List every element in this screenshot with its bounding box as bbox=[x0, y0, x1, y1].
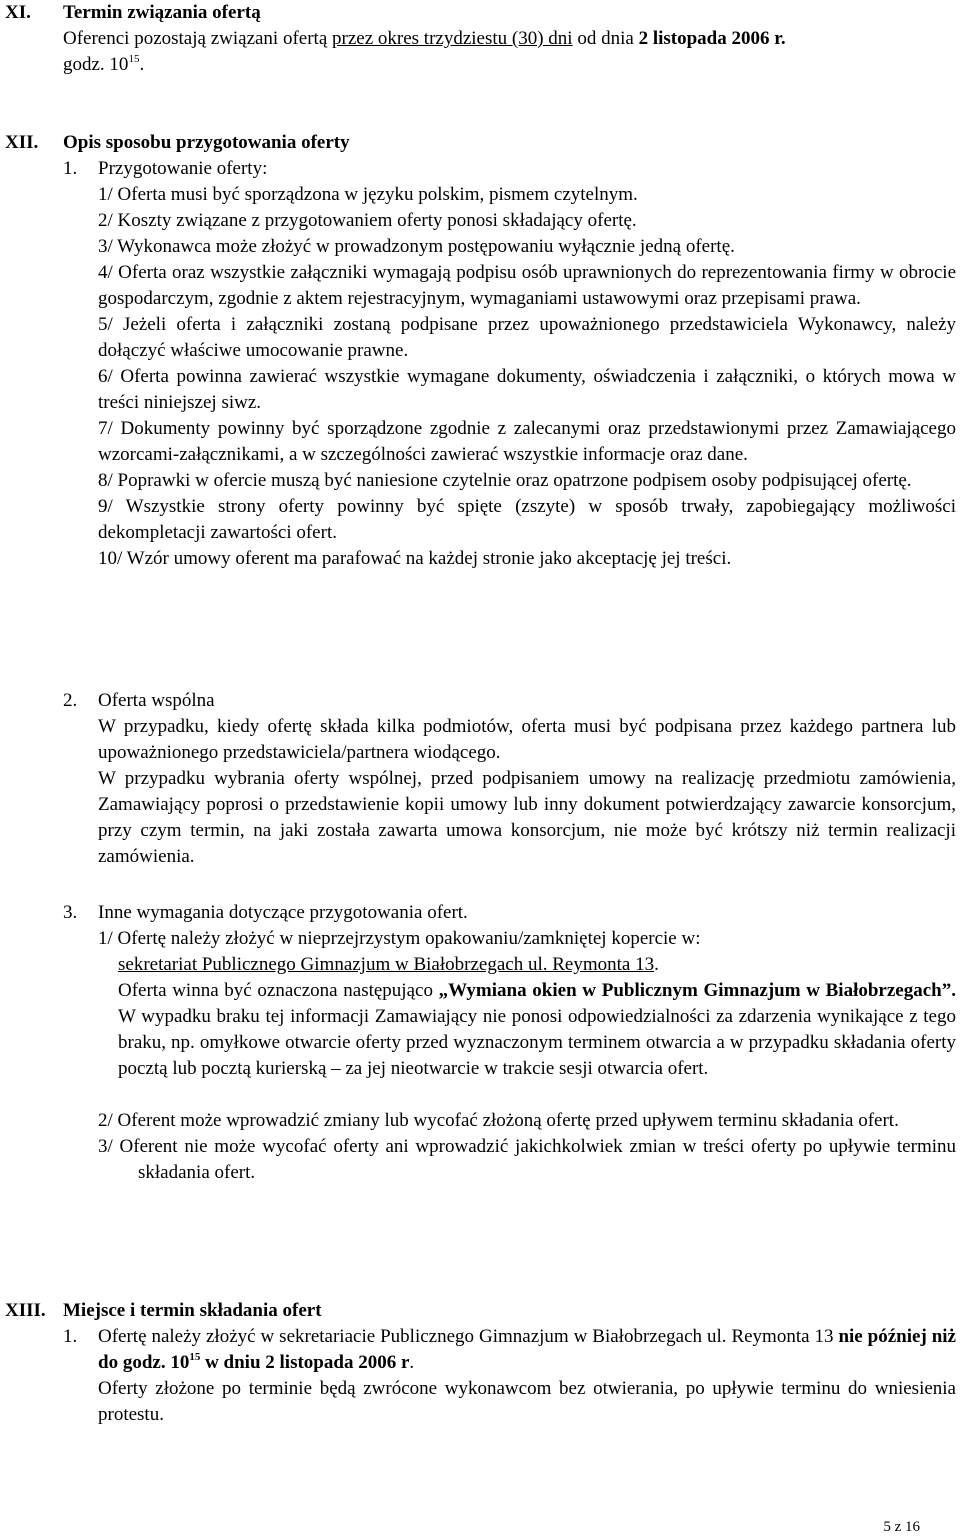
text-run: Oferenci pozostają związani ofertą bbox=[63, 28, 333, 49]
list-item: 4/ Oferta oraz wszystkie załączniki wymagają podpisu osób uprawnionych do reprezentowania firmy w obrocie gospodarczym, zgodnie z aktem rejestracyjnym, wymaganiami ustawowymi oraz przepisami prawa. bbox=[98, 262, 956, 309]
list-item: 1/ Oferta musi być sporządzona w języku polskim, pismem czytelnym. bbox=[98, 184, 638, 205]
paragraph: W przypadku wybrania oferty wspólnej, przed podpisaniem umowy na realizację przedmiotu zamówienia, Zamawiający poprosi o przedstawienie kopii umowy lub inny dokument potwierdzający zawarcie konsorcjum, przy czym termin, na jaki została zawarta umowa konsorcjum, nie może być krótszy niż termin realizacji zamówienia. bbox=[98, 768, 956, 867]
binding-period-text bbox=[63, 26, 943, 52]
section-title: Termin związania ofertą bbox=[63, 2, 261, 23]
text-run: . bbox=[139, 54, 145, 75]
subsection-1-number: 1. bbox=[63, 158, 78, 179]
superscript: 15 bbox=[189, 1351, 201, 1363]
text-run: . bbox=[654, 954, 659, 975]
list-item: 5/ Jeżeli oferta i załączniki zostaną podpisane przez upoważnionego przedstawiciela Wykonawcy, należy dołączyć właściwe umocowanie prawne. bbox=[98, 314, 956, 361]
paragraph: Oferty złożone po terminie będą zwrócone wykonawcom bez otwierania, po upływie terminu do wniesienia protestu. bbox=[98, 1378, 956, 1425]
binding-time-text bbox=[63, 52, 943, 78]
bold-deadline: nie później niż do godz. 10 bbox=[98, 1326, 956, 1373]
list-item: 3/ Wykonawca może złożyć w prowadzonym postępowaniu wyłącznie jedną ofertę. bbox=[98, 236, 735, 257]
section-xi-body bbox=[63, 26, 943, 78]
xiii-item-1-body bbox=[98, 1324, 956, 1428]
subsection-3-number: 3. bbox=[63, 902, 78, 923]
section-number: XII. bbox=[5, 132, 39, 153]
section-title: Opis sposobu przygotowania oferty bbox=[63, 132, 350, 153]
section-xi-heading bbox=[5, 0, 261, 26]
address-line bbox=[118, 952, 956, 978]
list-item: 3/ Oferent nie może wycofać oferty ani wprowadzić jakichkolwiek zmian w treści oferty po upływie terminu składania ofert. bbox=[98, 1136, 956, 1183]
bold-marking: „Wymiana okien w Publicznym Gimnazjum w Białobrzegach”. bbox=[438, 980, 956, 1001]
xiii-item-1-number: 1. bbox=[63, 1326, 78, 1347]
list-item: 10/ Wzór umowy oferent ma parafować na każdej stronie jako akceptację jej treści. bbox=[98, 548, 732, 569]
list-item: 2/ Koszty związane z przygotowaniem oferty ponosi składający ofertę. bbox=[98, 210, 637, 231]
list-item: 2/ Oferent może wprowadzić zmiany lub wycofać złożoną ofertę przed upływem terminu składania ofert. bbox=[98, 1110, 899, 1131]
text-run: Ofertę należy złożyć w sekretariacie Publicznego Gimnazjum w Białobrzegach ul. Reymonta 13 bbox=[98, 1326, 839, 1347]
text-run: od dnia bbox=[572, 28, 639, 49]
page-number: 5 z 16 bbox=[883, 1519, 920, 1535]
marking-paragraph bbox=[118, 978, 956, 1082]
section-xii-heading bbox=[5, 130, 350, 156]
text-run: Oferta winna być oznaczona następująco bbox=[118, 980, 439, 1001]
section-number: XI. bbox=[5, 2, 31, 23]
list-item: 1/ Ofertę należy złożyć w nieprzejrzystym opakowaniu/zamkniętej kopercie w: bbox=[98, 928, 701, 949]
subsection-2-number: 2. bbox=[63, 690, 78, 711]
superscript: 15 bbox=[128, 53, 140, 65]
list-item: 7/ Dokumenty powinny być sporządzone zgodnie z zalecanymi oraz przedstawionymi przez Zamawiającego wzorcami-załącznikami, a w szczególności zawierać wszystkie informacje oraz dane. bbox=[98, 418, 956, 465]
section-xiii-heading bbox=[5, 1298, 322, 1324]
underlined-text: przez okres trzydziestu (30) dni bbox=[332, 28, 573, 49]
subsection-2-body bbox=[98, 688, 956, 870]
subsection-title: Oferta wspólna bbox=[98, 690, 215, 711]
text-run: . bbox=[409, 1352, 415, 1373]
subsection-title: Przygotowanie oferty: bbox=[98, 158, 268, 179]
list-item: 6/ Oferta powinna zawierać wszystkie wymagane dokumenty, oświadczenia i załączniki, o których mowa w treści niniejszej siwz. bbox=[98, 366, 956, 413]
list-item: 9/ Wszystkie strony oferty powinny być spięte (zszyte) w sposób trwały, zapobiegający możliwości dekompletacji zawartości ofert. bbox=[98, 496, 956, 543]
submission-paragraph bbox=[98, 1324, 956, 1376]
text-run: godz. 10 bbox=[63, 54, 129, 75]
paragraph: W przypadku, kiedy ofertę składa kilka podmiotów, oferta musi być podpisana przez każdego partnera lub upoważnionego przedstawiciela/partnera wiodącego. bbox=[98, 716, 956, 763]
bold-deadline-date: w dniu 2 listopada 2006 r bbox=[200, 1352, 410, 1373]
subsection-1-body bbox=[98, 156, 956, 572]
subsection-3-title-block bbox=[98, 900, 956, 952]
underlined-address: sekretariat Publicznego Gimnazjum w Białobrzegach ul. Reymonta 13 bbox=[118, 954, 655, 975]
bold-date: 2 listopada 2006 r. bbox=[638, 28, 786, 49]
subsection-3-item2 bbox=[98, 1108, 956, 1186]
text-run: W wypadku braku tej informacji Zamawiający nie ponosi odpowiedzialności za zdarzenia wynikające z tego braku, np. omyłkowe otwarcie oferty przed wyznaczonym terminem otwarcia a w przypadku składania oferty pocztą lub pocztą kurierską – za jej nieotwarcie w trakcie sesji otwarcia ofert. bbox=[118, 1006, 956, 1079]
section-title: Miejsce i termin składania ofert bbox=[63, 1300, 322, 1321]
list-item: 8/ Poprawki w ofercie muszą być naniesione czytelnie oraz opatrzone podpisem osoby podpisującej ofertę. bbox=[98, 470, 912, 491]
subsection-title: Inne wymagania dotyczące przygotowania ofert. bbox=[98, 902, 468, 923]
section-number: XIII. bbox=[5, 1300, 46, 1321]
subsection-3-address-block bbox=[118, 952, 956, 1082]
